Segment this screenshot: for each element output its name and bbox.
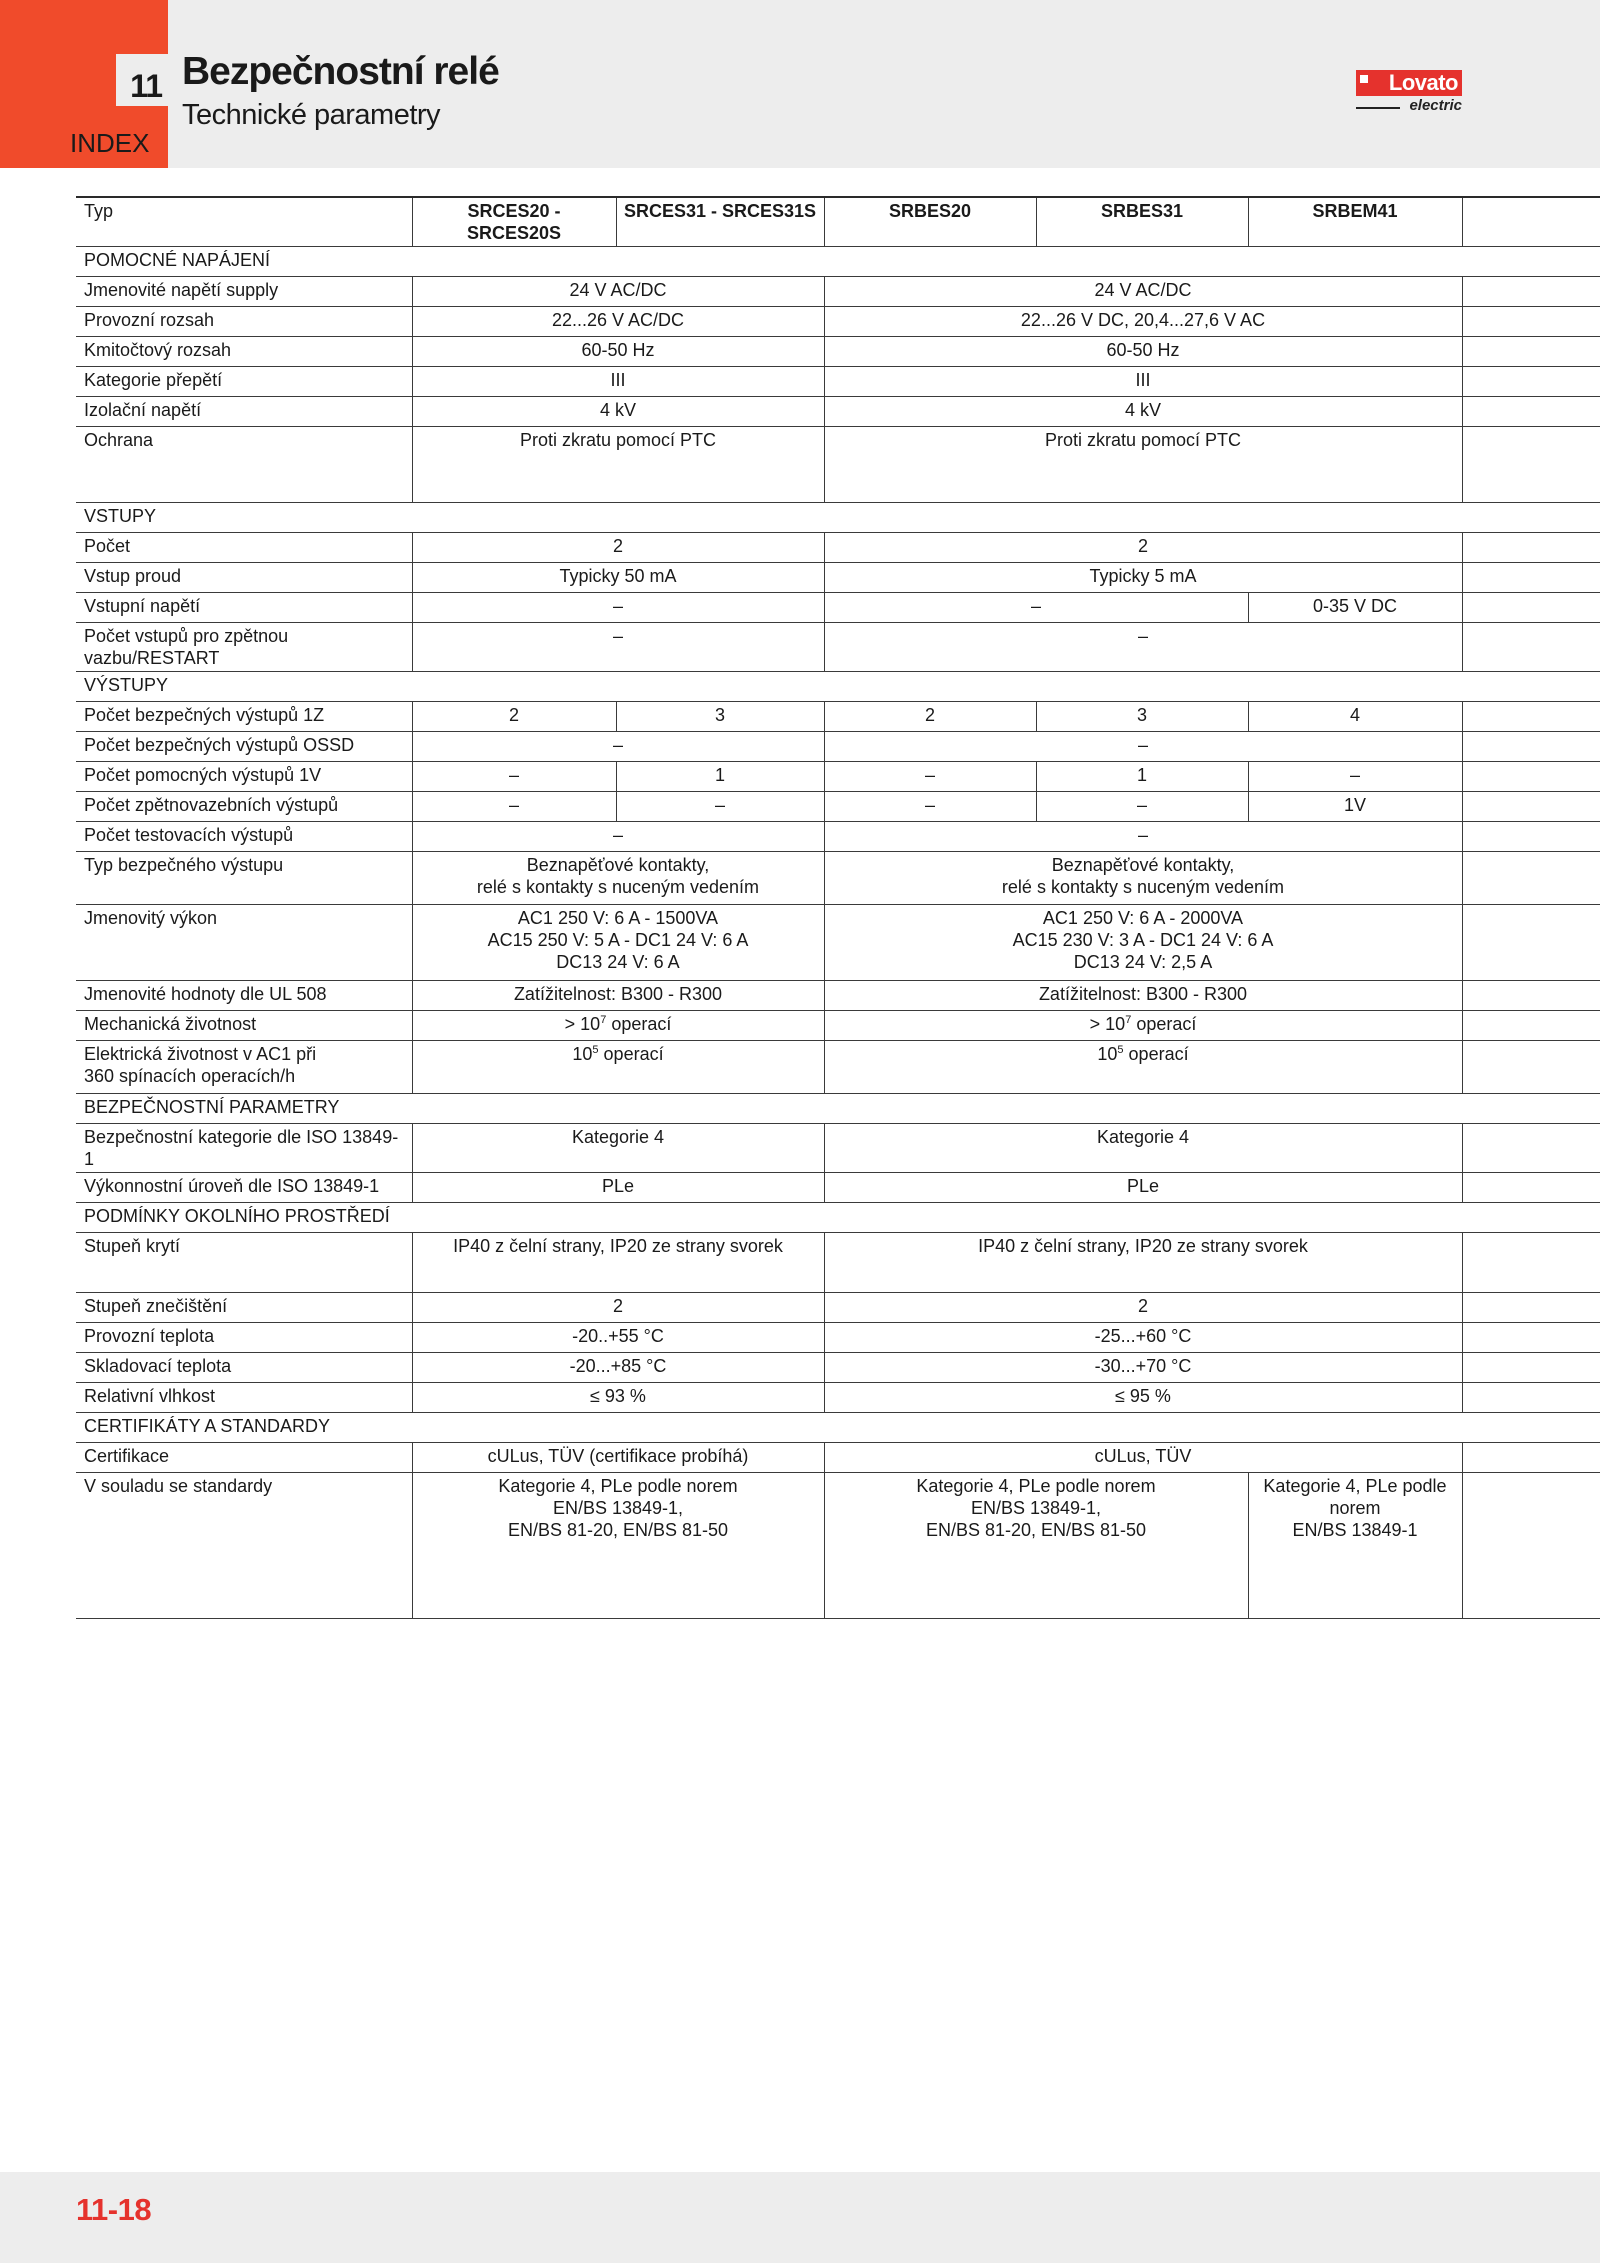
row-label: Stupeň znečištění bbox=[76, 1293, 412, 1323]
cell-srbe: PLe bbox=[824, 1173, 1462, 1203]
table-row bbox=[76, 337, 1600, 367]
section-title: POMOCNÉ NAPÁJENÍ bbox=[76, 247, 1600, 277]
empty-cell bbox=[1462, 1443, 1600, 1473]
empty-cell bbox=[1462, 307, 1600, 337]
cell-line: Kategorie 4, PLe podle bbox=[1263, 1476, 1447, 1496]
empty-cell bbox=[1462, 1041, 1600, 1094]
empty-cell bbox=[1462, 762, 1600, 792]
page-subtitle: Technické parametry bbox=[182, 99, 441, 131]
table-row bbox=[76, 533, 1600, 563]
label-line: 360 spínacích operacích/h bbox=[84, 1066, 296, 1086]
section-row bbox=[76, 503, 1600, 533]
table-row bbox=[76, 427, 1600, 503]
row-label: Typ bbox=[76, 197, 412, 247]
section-row bbox=[76, 1413, 1600, 1443]
cell-srces: – bbox=[412, 623, 824, 672]
row-label: Počet zpětnovazebních výstupů bbox=[76, 792, 412, 822]
value-base: 10 bbox=[1097, 1044, 1118, 1064]
row-label: Certifikace bbox=[76, 1443, 412, 1473]
footer-band bbox=[0, 2172, 1600, 2263]
cell-srces: 2 bbox=[412, 533, 824, 563]
cell-srbe: 22...26 V DC, 20,4...27,6 V AC bbox=[824, 307, 1462, 337]
cell-srbes20: – bbox=[824, 762, 1036, 792]
cell-line: EN/BS 81-20, EN/BS 81-50 bbox=[925, 1520, 1147, 1540]
row-label: Jmenovitý výkon bbox=[76, 905, 412, 981]
empty-cell bbox=[1462, 533, 1600, 563]
cell-line: EN/BS 13849-1, bbox=[552, 1498, 684, 1518]
logo-brand: Lovato bbox=[1356, 70, 1462, 96]
table-row bbox=[76, 1124, 1600, 1173]
row-label: Počet bezpečných výstupů OSSD bbox=[76, 732, 412, 762]
cell-srbe: -30...+70 °C bbox=[824, 1353, 1462, 1383]
value-exponent: 7 bbox=[1125, 1014, 1132, 1026]
cell-srces: Typicky 50 mA bbox=[412, 563, 824, 593]
cell-srbe: IP40 z čelní strany, IP20 ze strany svorek bbox=[824, 1233, 1462, 1293]
cell-srbe: 2 bbox=[824, 1293, 1462, 1323]
cell-srbe: 2 bbox=[824, 533, 1462, 563]
table-row bbox=[76, 397, 1600, 427]
table-row bbox=[76, 792, 1600, 822]
empty-cell bbox=[1462, 337, 1600, 367]
cell-srces bbox=[412, 852, 824, 905]
table-row bbox=[76, 1473, 1600, 1619]
cell-srces: ≤ 93 % bbox=[412, 1383, 824, 1413]
table-row bbox=[76, 1233, 1600, 1293]
cell-srces: IP40 z čelní strany, IP20 ze strany svorek bbox=[412, 1233, 824, 1293]
table-row bbox=[76, 822, 1600, 852]
cell-srbes31: 3 bbox=[1036, 702, 1248, 732]
cell-srbe: – bbox=[824, 822, 1462, 852]
cell-line: EN/BS 13849-1, bbox=[970, 1498, 1102, 1518]
empty-cell bbox=[1462, 397, 1600, 427]
table-row bbox=[76, 1173, 1600, 1203]
table-row bbox=[76, 593, 1600, 623]
section-title: VSTUPY bbox=[76, 503, 1600, 533]
logo-underline bbox=[1356, 107, 1400, 109]
value-base: 10 bbox=[572, 1044, 593, 1064]
table-row bbox=[76, 732, 1600, 762]
section-title: PODMÍNKY OKOLNÍHO PROSTŘEDÍ bbox=[76, 1203, 1600, 1233]
cell-srces31: – bbox=[616, 792, 824, 822]
cell-srces: -20..+55 °C bbox=[412, 1323, 824, 1353]
empty-cell bbox=[1462, 563, 1600, 593]
empty-cell bbox=[1462, 1173, 1600, 1203]
row-label: Počet testovacích výstupů bbox=[76, 822, 412, 852]
cell-srbe: 24 V AC/DC bbox=[824, 277, 1462, 307]
cell-srbe: Zatížitelnost: B300 - R300 bbox=[824, 981, 1462, 1011]
cell-line: AC1 250 V: 6 A - 2000VA bbox=[1042, 908, 1244, 928]
cell-srbe: – bbox=[824, 732, 1462, 762]
section-row bbox=[76, 1203, 1600, 1233]
cell-srces20: 2 bbox=[412, 702, 616, 732]
cell-line: AC15 230 V: 3 A - DC1 24 V: 6 A bbox=[1012, 930, 1274, 950]
cell-line: Beznapěťové kontakty, bbox=[1051, 855, 1235, 875]
cell-line: Beznapěťové kontakty, bbox=[526, 855, 710, 875]
empty-cell bbox=[1462, 623, 1600, 672]
row-label: Provozní teplota bbox=[76, 1323, 412, 1353]
cell-srbe: Typicky 5 mA bbox=[824, 563, 1462, 593]
table-row bbox=[76, 277, 1600, 307]
value-exponent: 5 bbox=[1117, 1044, 1124, 1056]
row-label: Vstup proud bbox=[76, 563, 412, 593]
empty-cell bbox=[1462, 427, 1600, 503]
row-label: Typ bezpečného výstupu bbox=[76, 852, 412, 905]
empty-cell bbox=[1462, 277, 1600, 307]
row-label: Jmenovité napětí supply bbox=[76, 277, 412, 307]
table-row bbox=[76, 1383, 1600, 1413]
cell-srces20: – bbox=[412, 762, 616, 792]
spec-table-wrap bbox=[76, 196, 1600, 1619]
cell-srbes bbox=[824, 1473, 1248, 1619]
empty-cell bbox=[1462, 197, 1600, 247]
cell-srbem41: 1V bbox=[1248, 792, 1462, 822]
section-row bbox=[76, 1094, 1600, 1124]
cell-srces: Proti zkratu pomocí PTC bbox=[412, 427, 824, 503]
cell-line: AC1 250 V: 6 A - 1500VA bbox=[517, 908, 719, 928]
cell-srces31: 1 bbox=[616, 762, 824, 792]
lovato-logo bbox=[1356, 70, 1462, 114]
cell-line: DC13 24 V: 2,5 A bbox=[1073, 952, 1213, 972]
cell-srces: 22...26 V AC/DC bbox=[412, 307, 824, 337]
row-label: Jmenovité hodnoty dle UL 508 bbox=[76, 981, 412, 1011]
row-label: Stupeň krytí bbox=[76, 1233, 412, 1293]
empty-cell bbox=[1462, 732, 1600, 762]
cell-srbes20: – bbox=[824, 792, 1036, 822]
empty-cell bbox=[1462, 1293, 1600, 1323]
table-row bbox=[76, 563, 1600, 593]
cell-srces: 60-50 Hz bbox=[412, 337, 824, 367]
table-row bbox=[76, 623, 1600, 672]
cell-srbe bbox=[824, 905, 1462, 981]
cell-srbem41 bbox=[1248, 1473, 1462, 1619]
cell-srbes31: 1 bbox=[1036, 762, 1248, 792]
empty-cell bbox=[1462, 852, 1600, 905]
logo-sub: electric bbox=[1409, 97, 1462, 114]
page-number: 11-18 bbox=[76, 2192, 152, 2227]
row-label: V souladu se standardy bbox=[76, 1473, 412, 1619]
cell-srbem41: 0-35 V DC bbox=[1248, 593, 1462, 623]
chapter-number: 11 bbox=[116, 54, 168, 106]
cell-line: Kategorie 4, PLe podle norem bbox=[498, 1476, 738, 1496]
empty-cell bbox=[1462, 792, 1600, 822]
cell-srces: 4 kV bbox=[412, 397, 824, 427]
cell-line: DC13 24 V: 6 A bbox=[556, 952, 680, 972]
empty-cell bbox=[1462, 1233, 1600, 1293]
table-row bbox=[76, 981, 1600, 1011]
table-row bbox=[76, 852, 1600, 905]
row-label: Vstupní napětí bbox=[76, 593, 412, 623]
row-label: Kmitočtový rozsah bbox=[76, 337, 412, 367]
table-row bbox=[76, 307, 1600, 337]
row-label: Relativní vlhkost bbox=[76, 1383, 412, 1413]
empty-cell bbox=[1462, 702, 1600, 732]
cell-srbe bbox=[824, 1041, 1462, 1094]
cell-srbe: 60-50 Hz bbox=[824, 337, 1462, 367]
empty-cell bbox=[1462, 981, 1600, 1011]
row-label: Kategorie přepětí bbox=[76, 367, 412, 397]
empty-cell bbox=[1462, 1011, 1600, 1041]
cell-line: relé s kontakty s nuceným vedením bbox=[1001, 877, 1285, 897]
cell-srbe bbox=[824, 1011, 1462, 1041]
row-label: Počet vstupů pro zpětnou vazbu/RESTART bbox=[76, 623, 412, 672]
cell-srbem41: – bbox=[1248, 762, 1462, 792]
cell-srces: 24 V AC/DC bbox=[412, 277, 824, 307]
cell-srbe bbox=[824, 852, 1462, 905]
table-row bbox=[76, 1323, 1600, 1353]
cell-srces: – bbox=[412, 732, 824, 762]
section-title: VÝSTUPY bbox=[76, 672, 1600, 702]
row-label: Izolační napětí bbox=[76, 397, 412, 427]
row-label: Počet pomocných výstupů 1V bbox=[76, 762, 412, 792]
row-label: Ochrana bbox=[76, 427, 412, 503]
cell-srbe: Proti zkratu pomocí PTC bbox=[824, 427, 1462, 503]
cell-srbe: -25...+60 °C bbox=[824, 1323, 1462, 1353]
cell-line: norem bbox=[1329, 1498, 1381, 1518]
value-suffix: operací bbox=[606, 1014, 672, 1034]
value-suffix: operací bbox=[598, 1044, 664, 1064]
row-label: Provozní rozsah bbox=[76, 307, 412, 337]
value-prefix: > 10 bbox=[1089, 1014, 1126, 1034]
empty-cell bbox=[1462, 593, 1600, 623]
empty-cell bbox=[1462, 1383, 1600, 1413]
cell-srbem41: 4 bbox=[1248, 702, 1462, 732]
row-label: Mechanická životnost bbox=[76, 1011, 412, 1041]
model-srces20: SRCES20 - SRCES20S bbox=[412, 197, 616, 247]
cell-srces31: 3 bbox=[616, 702, 824, 732]
cell-srces: Zatížitelnost: B300 - R300 bbox=[412, 981, 824, 1011]
cell-srbes31: – bbox=[1036, 792, 1248, 822]
section-row bbox=[76, 247, 1600, 277]
row-label: Bezpečnostní kategorie dle ISO 13849-1 bbox=[76, 1124, 412, 1173]
table-row bbox=[76, 762, 1600, 792]
cell-srces: III bbox=[412, 367, 824, 397]
value-suffix: operací bbox=[1131, 1014, 1197, 1034]
label-line: Elektrická životnost v AC1 při bbox=[84, 1044, 317, 1064]
value-exponent: 5 bbox=[592, 1044, 599, 1056]
page-title: Bezpečnostní relé bbox=[182, 50, 499, 93]
index-label[interactable]: INDEX bbox=[70, 128, 150, 158]
cell-srces: – bbox=[412, 593, 824, 623]
row-label: Výkonnostní úroveň dle ISO 13849-1 bbox=[76, 1173, 412, 1203]
cell-srces: cULus, TÜV (certifikace probíhá) bbox=[412, 1443, 824, 1473]
model-srbem41: SRBEM41 bbox=[1248, 197, 1462, 247]
cell-srces bbox=[412, 1473, 824, 1619]
cell-line: Kategorie 4, PLe podle norem bbox=[916, 1476, 1156, 1496]
cell-srces: -20...+85 °C bbox=[412, 1353, 824, 1383]
cell-srces: – bbox=[412, 822, 824, 852]
model-srbes20: SRBES20 bbox=[824, 197, 1036, 247]
table-row bbox=[76, 1443, 1600, 1473]
model-srces31: SRCES31 - SRCES31S bbox=[616, 197, 824, 247]
cell-srces: Kategorie 4 bbox=[412, 1124, 824, 1173]
cell-srces: 2 bbox=[412, 1293, 824, 1323]
value-exponent: 7 bbox=[600, 1014, 607, 1026]
empty-cell bbox=[1462, 1353, 1600, 1383]
cell-srces bbox=[412, 1041, 824, 1094]
value-prefix: > 10 bbox=[564, 1014, 601, 1034]
cell-srces bbox=[412, 1011, 824, 1041]
cell-srbes: – bbox=[824, 593, 1248, 623]
empty-cell bbox=[1462, 822, 1600, 852]
section-row bbox=[76, 672, 1600, 702]
cell-srbe: 4 kV bbox=[824, 397, 1462, 427]
empty-cell bbox=[1462, 1473, 1600, 1619]
cell-line: relé s kontakty s nuceným vedením bbox=[476, 877, 760, 897]
model-srbes31: SRBES31 bbox=[1036, 197, 1248, 247]
section-title: BEZPEČNOSTNÍ PARAMETRY bbox=[76, 1094, 1600, 1124]
cell-line: EN/BS 13849-1 bbox=[1292, 1520, 1418, 1540]
row-label: Skladovací teplota bbox=[76, 1353, 412, 1383]
table-row bbox=[76, 905, 1600, 981]
row-label: Počet bbox=[76, 533, 412, 563]
table-row bbox=[76, 1353, 1600, 1383]
value-suffix: operací bbox=[1123, 1044, 1189, 1064]
cell-srbes20: 2 bbox=[824, 702, 1036, 732]
spec-table bbox=[76, 196, 1600, 1619]
table-row bbox=[76, 1293, 1600, 1323]
cell-line: EN/BS 81-20, EN/BS 81-50 bbox=[507, 1520, 729, 1540]
cell-line: AC15 250 V: 5 A - DC1 24 V: 6 A bbox=[487, 930, 749, 950]
logo-square-icon bbox=[1360, 75, 1368, 83]
empty-cell bbox=[1462, 1323, 1600, 1353]
cell-srbe: III bbox=[824, 367, 1462, 397]
table-row bbox=[76, 702, 1600, 732]
cell-srbe: ≤ 95 % bbox=[824, 1383, 1462, 1413]
empty-cell bbox=[1462, 367, 1600, 397]
empty-cell bbox=[1462, 1124, 1600, 1173]
cell-srbe: cULus, TÜV bbox=[824, 1443, 1462, 1473]
cell-srbe: – bbox=[824, 623, 1462, 672]
cell-srbe: Kategorie 4 bbox=[824, 1124, 1462, 1173]
table-header-row bbox=[76, 197, 1600, 247]
table-row bbox=[76, 367, 1600, 397]
table-row bbox=[76, 1041, 1600, 1094]
cell-srces bbox=[412, 905, 824, 981]
cell-srces: PLe bbox=[412, 1173, 824, 1203]
cell-srces20: – bbox=[412, 792, 616, 822]
table-row bbox=[76, 1011, 1600, 1041]
row-label bbox=[76, 1041, 412, 1094]
empty-cell bbox=[1462, 905, 1600, 981]
row-label: Počet bezpečných výstupů 1Z bbox=[76, 702, 412, 732]
section-title: CERTIFIKÁTY A STANDARDY bbox=[76, 1413, 1600, 1443]
